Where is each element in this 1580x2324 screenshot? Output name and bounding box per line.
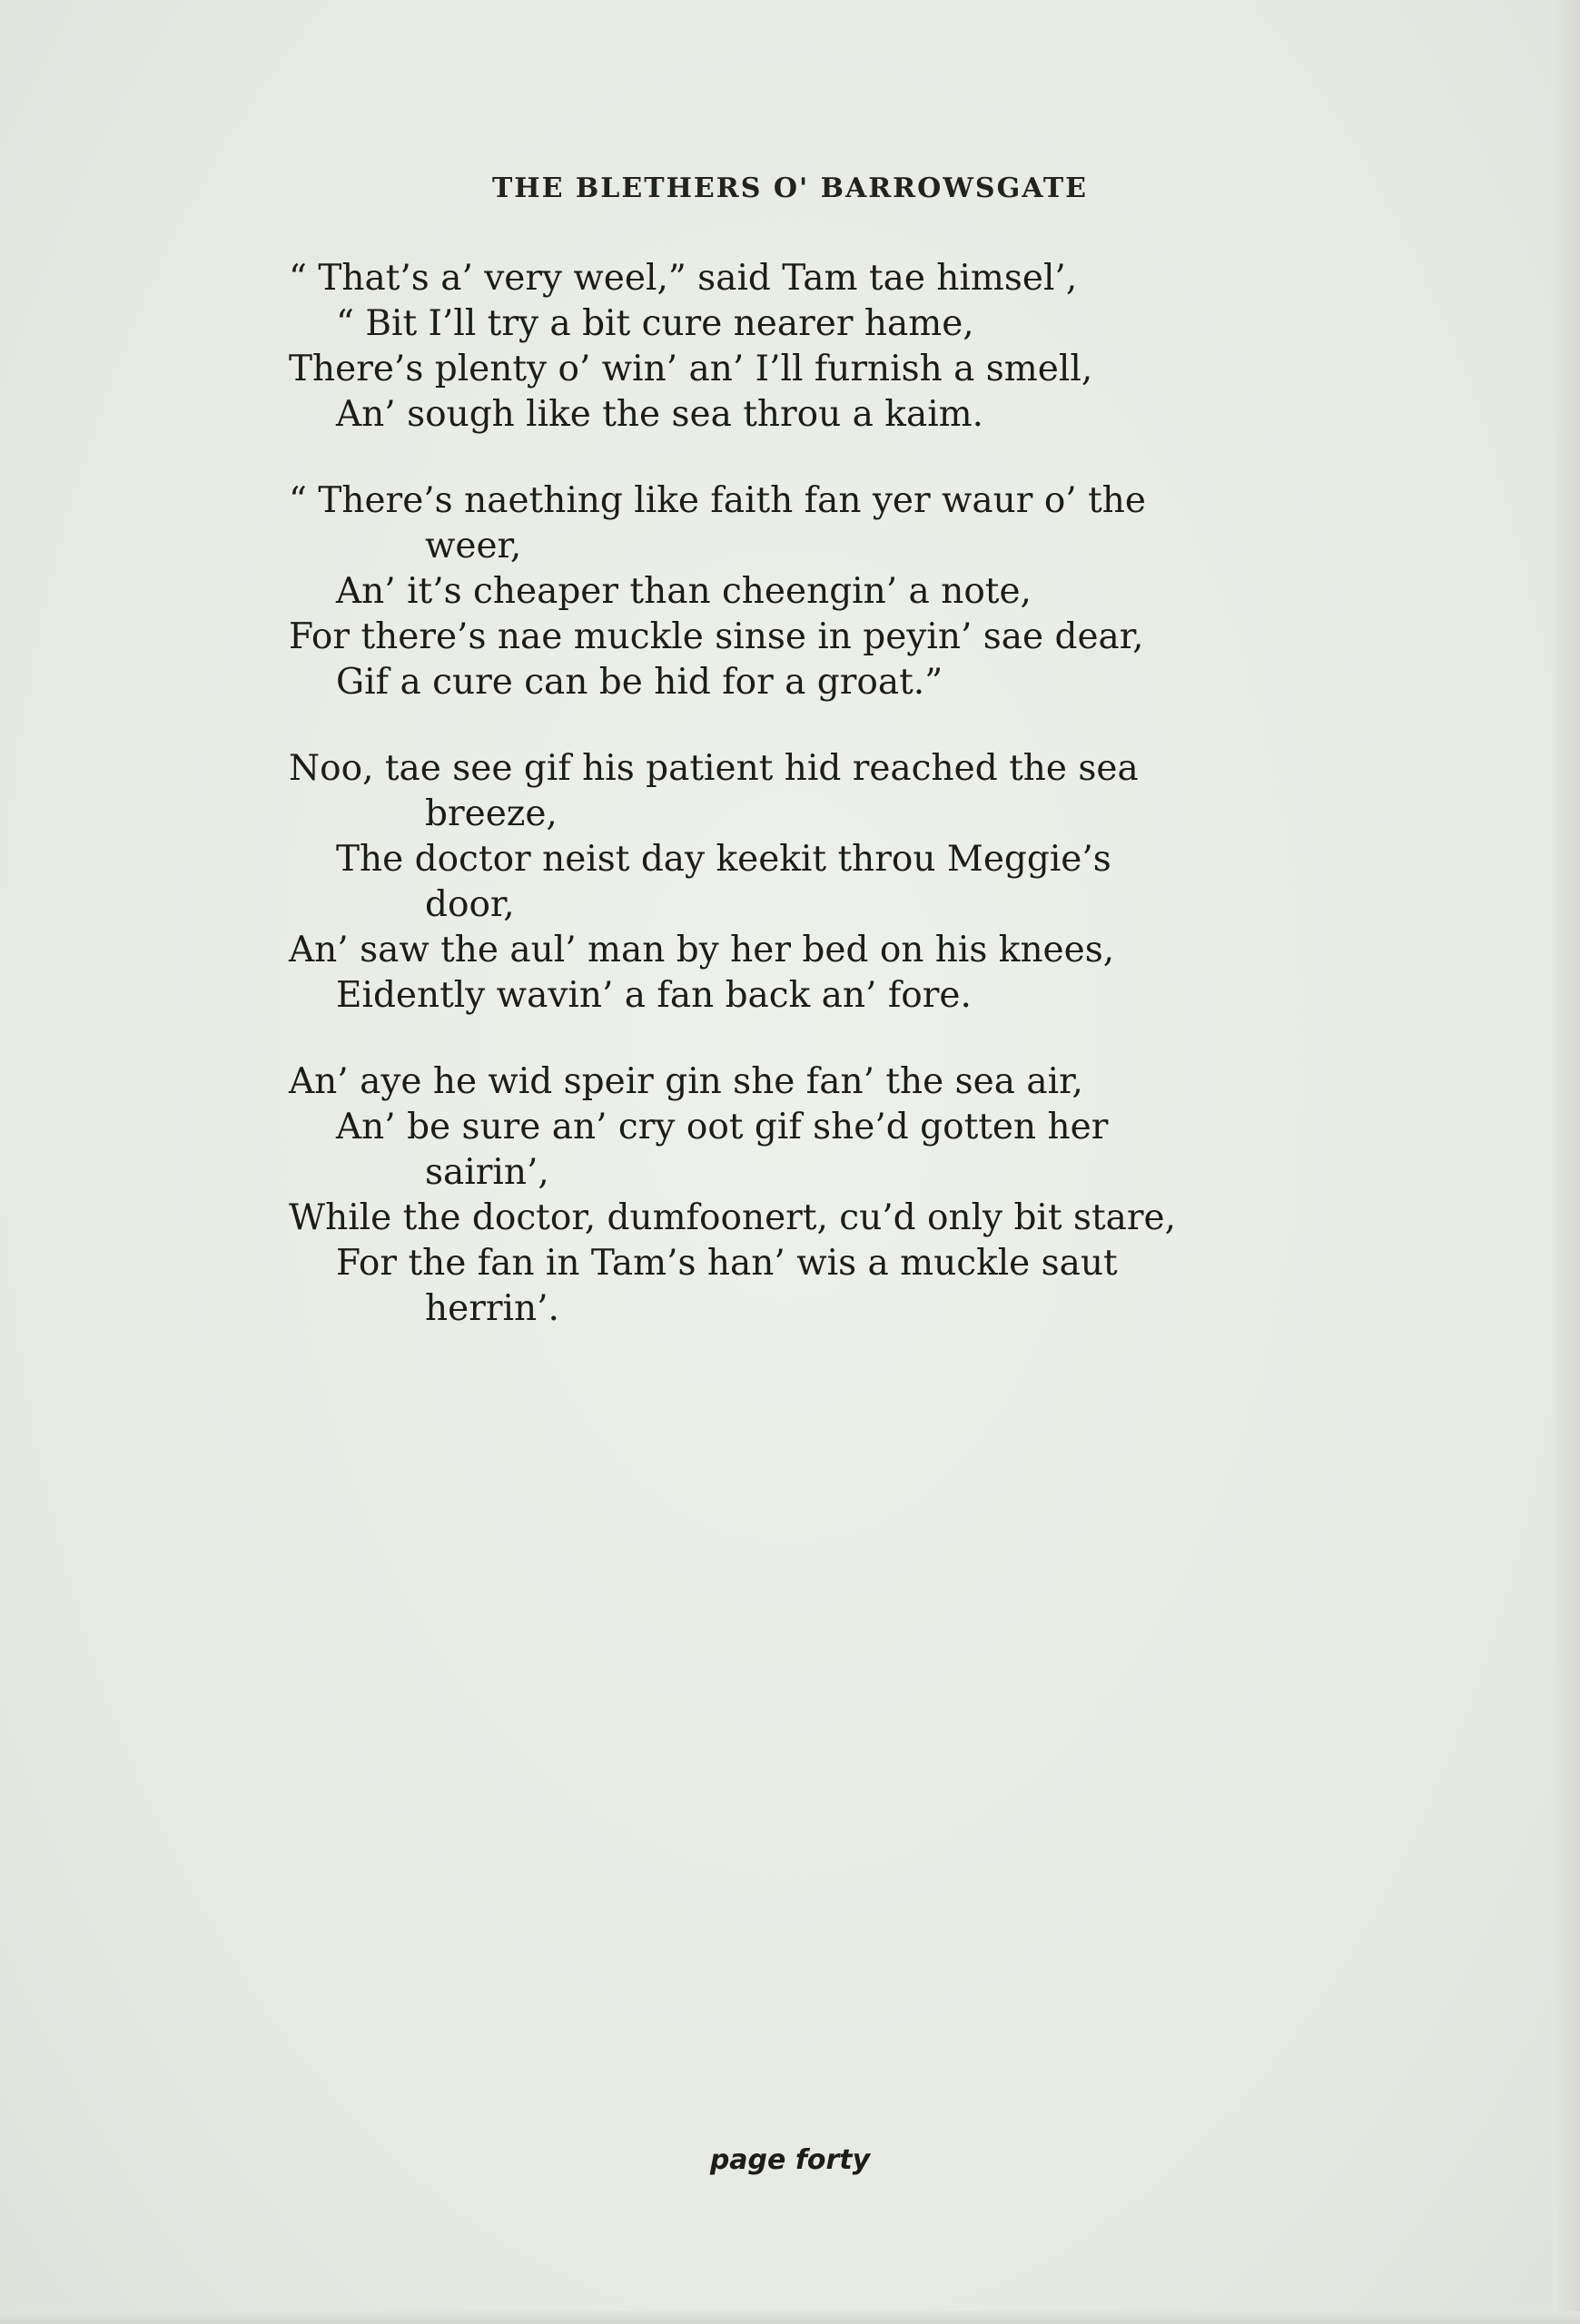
poem-line: “ Bit I’ll try a bit cure nearer hame,	[336, 303, 974, 344]
poem-line: Gif a cure can be hid for a groat.”	[336, 662, 943, 703]
poem-line-continuation: door,	[425, 884, 515, 925]
poem-line-continuation: sairin’,	[425, 1152, 549, 1193]
poem-line: The doctor neist day keekit throu Meggie’s	[336, 839, 1111, 880]
stanza-4	[289, 1059, 1315, 1332]
stanza-1	[289, 256, 1315, 438]
poem-line: An’ aye he wid speir gin she fan’ the sea air,	[289, 1061, 1083, 1102]
poem-line: An’ sough like the sea throu a kaim.	[336, 394, 984, 435]
poem-line: For the fan in Tam’s han’ wis a muckle saut	[336, 1243, 1118, 1284]
poem-line: For there’s nae muckle sinse in peyin’ sae dear,	[289, 616, 1144, 657]
poem-line-continuation: breeze,	[425, 793, 558, 834]
page-gutter-edge	[1553, 0, 1580, 2324]
page-bottom-edge	[0, 2311, 1580, 2324]
poem-line: Noo, tae see gif his patient hid reached the sea	[289, 748, 1139, 789]
poem-line: An’ it’s cheaper than cheengin’ a note,	[336, 571, 1032, 612]
poem	[289, 256, 1315, 1373]
page-number: page forty	[709, 2144, 871, 2176]
poem-line: Eidently wavin’ a fan back an’ fore.	[336, 975, 972, 1016]
poem-line: There’s plenty o’ win’ an’ I’ll furnish a smell,	[289, 349, 1093, 389]
poem-line: “ That’s a’ very weel,” said Tam tae himsel’,	[289, 258, 1078, 299]
poem-line: An’ saw the aul’ man by her bed on his knees,	[289, 930, 1115, 970]
poem-line: While the doctor, dumfoonert, cu’d only bit stare,	[289, 1197, 1177, 1238]
poem-line: An’ be sure an’ cry oot gif she’d gotten her	[336, 1107, 1109, 1147]
poem-line-continuation: weer,	[425, 526, 522, 566]
poem-line-continuation: herrin’.	[425, 1288, 559, 1329]
running-head: THE BLETHERS O' BARROWSGATE	[491, 172, 1089, 204]
stanza-2	[289, 478, 1315, 705]
stanza-3	[289, 746, 1315, 1019]
poem-line: “ There’s naething like faith fan yer waur o’ the	[289, 480, 1146, 521]
